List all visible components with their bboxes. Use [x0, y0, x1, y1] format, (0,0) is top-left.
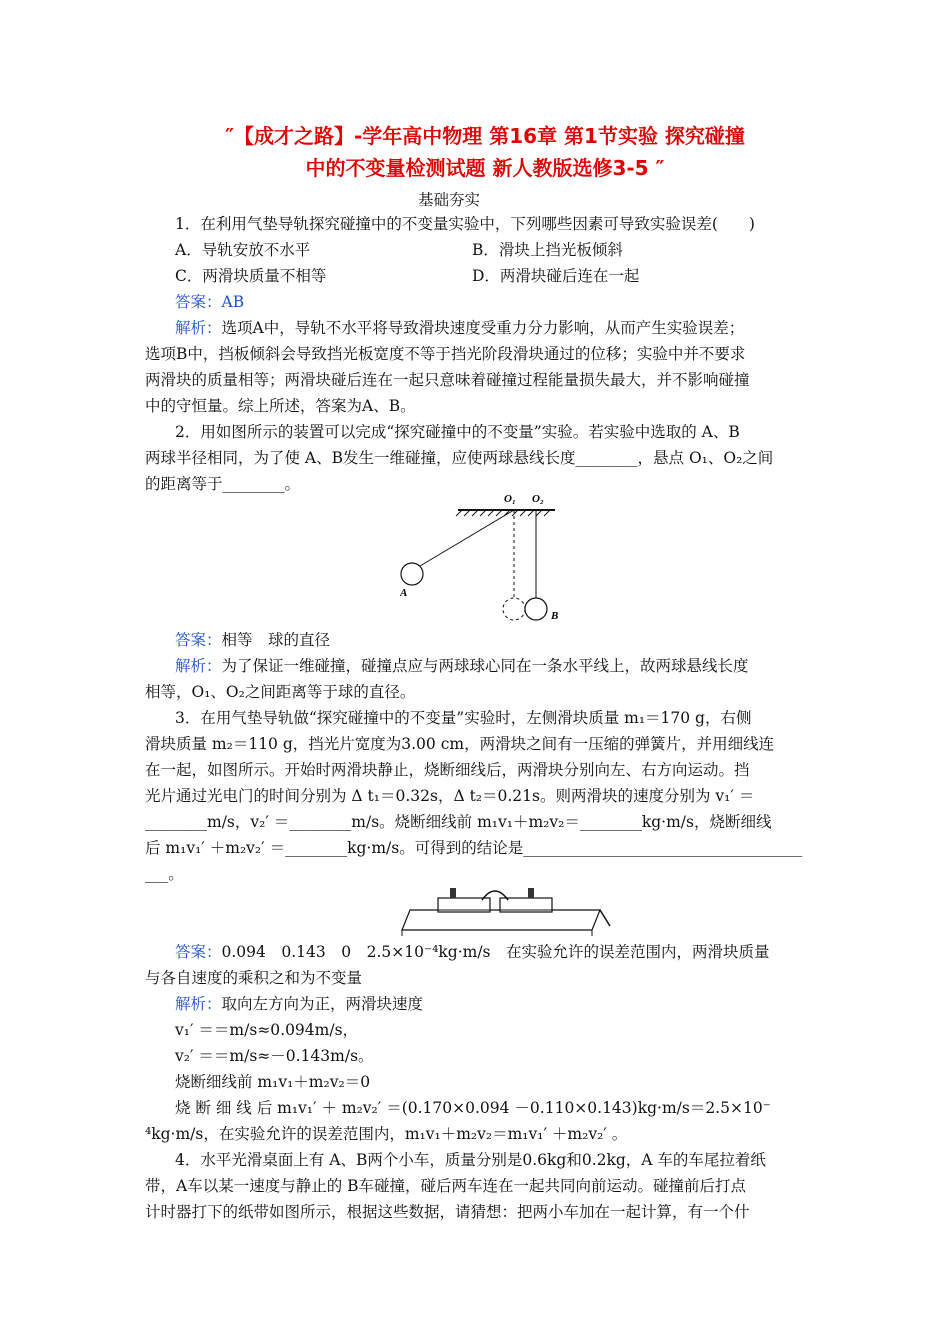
q3-answer-line1 — [175, 940, 770, 964]
q4-line2: 带，A车以某一速度与静止的 B车碰撞，碰后两车连在一起共同向前运动。碰撞前后打点 — [145, 1177, 747, 1195]
section-heading: 基础夯实 — [418, 191, 481, 209]
analysis-text: 为了保证一维碰撞，碰撞点应与两球球心同在一条水平线上，故两球悬线长度 — [221, 657, 749, 675]
q3-analysis-line2: v₁′ ＝＝m/s≈0.094m/s， — [175, 1021, 359, 1039]
q1-option-a: A．导轨安放不水平 — [175, 241, 311, 259]
q3-line1: 3．在用气垫导轨做“探究碰撞中的不变量”实验时，左侧滑块质量 m₁＝170 g，右侧 — [175, 709, 752, 727]
q1-analysis-line3: 两滑块的质量相等；两滑块碰后连在一起只意味着碰撞过程能量损失最大，并不影响碰撞 — [145, 371, 750, 389]
q3-answer-line2: 与各自速度的乘积之和为不变量 — [145, 969, 363, 987]
q1-analysis-line1 — [175, 316, 744, 340]
analysis-text: 选项A中，导轨不水平将导致滑块速度受重力分力影响，从而产生实验误差； — [221, 319, 745, 337]
q2-line3: 的距离等于________。 — [145, 475, 301, 493]
answer-text: 0.094 0.143 0 2.5×10⁻⁴kg·m/s 在实验允许的误差范围内，两滑块质量 — [221, 943, 770, 961]
document-title-line1: ″【成才之路】-学年高中物理 第16章 第1节实验 探究碰撞 — [225, 124, 745, 148]
label-o1: O₁ — [504, 493, 516, 505]
q4-line1: 4．水平光滑桌面上有 A、B两个小车，质量分别是0.6kg和0.2kg，A 车的车尾拉着纸 — [175, 1151, 766, 1169]
q3-line2: 滑块质量 m₂＝110 g，挡光片宽度为3.00 cm，两滑块之间有一压缩的弹簧片，并用细线连 — [145, 735, 775, 753]
analysis-label: 解析： — [175, 319, 222, 337]
pendulum-figure — [400, 488, 580, 628]
q3-line3: 在一起，如图所示。开始时两滑块静止，烧断细线后，两滑块分别向左、右方向运动。挡 — [145, 761, 750, 779]
q3-line7: ___。 — [145, 865, 184, 883]
shading-plate-right — [528, 888, 534, 898]
q4-line3: 计时器打下的纸带如图所示，根据这些数据，请猜想：把两小车加在一起计算，有一个什 — [145, 1203, 750, 1221]
q2-analysis-line1 — [175, 654, 749, 678]
q3-analysis-line4: 烧断细线前 m₁v₁＋m₂v₂＝0 — [175, 1073, 371, 1091]
label-b: B — [551, 610, 559, 622]
q3-line4: 光片通过光电门的时间分别为 Δ t₁＝0.32s，Δ t₂＝0.21s。则两滑块的速度分别为 v₁′ ＝ — [145, 787, 755, 805]
q1-option-b: B．滑块上挡光板倾斜 — [472, 241, 623, 259]
ball-a-rest-position — [503, 598, 525, 620]
q1-stem: 1．在利用气垫导轨探究碰撞中的不变量实验中，下列哪些因素可导致实验误差( ) — [175, 215, 755, 233]
answer-text: 相等 球的直径 — [221, 631, 331, 649]
q3-analysis-line1 — [175, 992, 423, 1016]
answer-text: AB — [221, 293, 245, 311]
analysis-label: 解析： — [175, 657, 222, 675]
q3-line5: ________m/s，v₂′ ＝________m/s。烧断细线前 m₁v₁＋m₂v₂＝________kg·m/s，烧断细线 — [145, 813, 772, 831]
q2-line1: 2．用如图所示的装置可以完成“探究碰撞中的不变量”实验。若实验中选取的 A、B — [175, 423, 740, 441]
answer-label: 答案： — [175, 293, 222, 311]
ball-b — [525, 598, 547, 620]
q3-analysis-line3: v₂′ ＝＝m/s≈－0.143m/s。 — [175, 1047, 374, 1065]
q2-analysis-line2: 相等，O₁、O₂之间距离等于球的直径。 — [145, 683, 416, 701]
label-a: A — [400, 587, 408, 599]
q3-analysis-line5: 烧 断 细 线 后 m₁v₁′ ＋ m₂v₂′ ＝(0.170×0.094 －0.110×0.143)kg·m/s＝2.5×10⁻ — [175, 1099, 771, 1117]
string-a — [420, 510, 514, 566]
q1-option-c: C．两滑块质量不相等 — [175, 267, 327, 285]
answer-label: 答案： — [175, 631, 222, 649]
q3-analysis-line6: ⁴kg·m/s，在实验允许的误差范围内，m₁v₁＋m₂v₂＝m₁v₁′ ＋m₂v₂′ 。 — [145, 1125, 628, 1143]
shading-plate-left — [450, 888, 456, 898]
analysis-text: 取向左方向为正，两滑块速度 — [221, 995, 424, 1013]
answer-label: 答案： — [175, 943, 222, 961]
q3-line6: 后 m₁v₁′ ＋m₂v₂′ ＝________kg·m/s。可得到的结论是____________________________________ — [145, 839, 803, 857]
air-track-figure — [400, 880, 615, 940]
q2-line2: 两球半径相同，为了使 A、B发生一维碰撞，应使两球悬线长度________，悬点 O₁、O₂之间 — [145, 449, 774, 467]
analysis-label: 解析： — [175, 995, 222, 1013]
q2-answer — [175, 628, 330, 652]
q1-analysis-line4: 中的守恒量。综上所述，答案为A、B。 — [145, 397, 416, 415]
document-title-line2: 中的不变量检测试题 新人教版选修3-5 ″ — [305, 156, 665, 180]
q1-option-d: D．两滑块碰后连在一起 — [472, 267, 640, 285]
q1-analysis-line2: 选项B中，挡板倾斜会导致挡光板宽度不等于挡光阶段滑块通过的位移；实验中并不要求 — [145, 345, 746, 363]
q1-answer — [175, 290, 244, 314]
label-o2: O₂ — [532, 493, 544, 505]
ball-a — [401, 563, 423, 585]
